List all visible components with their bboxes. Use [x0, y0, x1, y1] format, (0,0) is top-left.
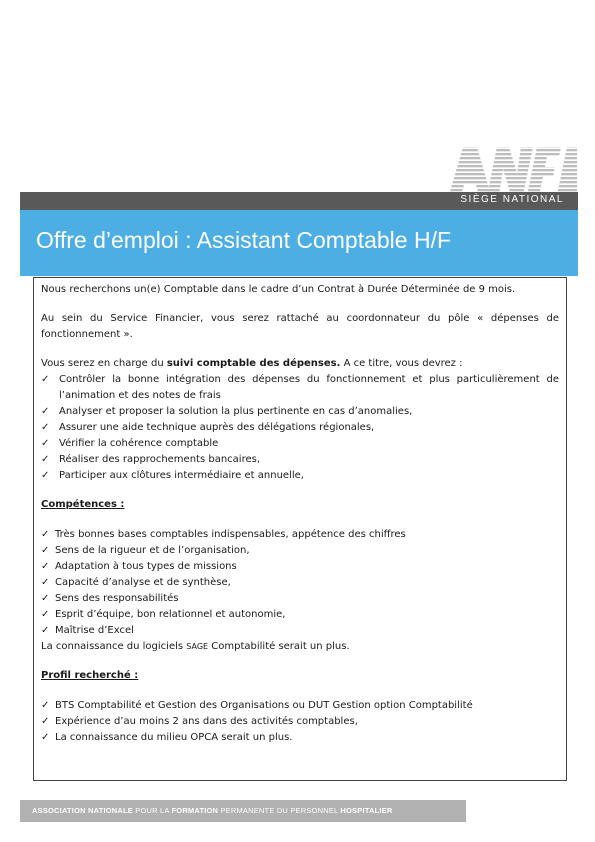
mission-item: ✓ Vérifier la cohérence comptable	[41, 436, 559, 452]
competences-heading: Compétences :	[41, 499, 125, 510]
page-title: Offre d’emploi : Assistant Comptable H/F	[36, 227, 452, 253]
missions-list	[41, 372, 559, 484]
competence-item: ✓ Sens des responsabilités	[41, 591, 559, 607]
checkmark-icon: ✓	[41, 454, 50, 465]
profil-item: ✓ La connaissance du milieu OPCA serait un plus.	[41, 730, 559, 746]
competences-list	[41, 527, 559, 639]
competence-item: ✓ Sens de la rigueur et de l’organisation,	[41, 543, 559, 559]
competence-item: ✓ Adaptation à tous types de missions	[41, 559, 559, 575]
checkmark-icon: ✓	[41, 470, 50, 481]
checkmark-icon: ✓	[41, 529, 50, 540]
section-label: SIÈGE NATIONAL	[460, 194, 564, 205]
checkmark-icon: ✓	[41, 374, 50, 385]
mission-item: ✓ Assurer une aide technique auprès des délégations régionales,	[41, 420, 559, 436]
checkmark-icon: ✓	[41, 700, 50, 711]
intro-text: Nous recherchons un(e) Comptable dans le cadre d’un Contrat à Durée Déterminée de 9 mois.	[41, 284, 516, 295]
checkmark-icon: ✓	[41, 716, 50, 727]
competence-item: ✓ Maîtrise d’Excel	[41, 623, 559, 639]
checkmark-icon: ✓	[41, 609, 50, 620]
profil-heading: Profil recherché :	[41, 670, 139, 681]
checkmark-icon: ✓	[41, 732, 50, 743]
mission-item: ✓ Analyser et proposer la solution la plus pertinente en cas d’anomalies,	[41, 404, 559, 420]
mission-item: ✓ Contrôler la bonne intégration des dépenses du fonctionnement et plus particulièrement de l’animation et des notes de frais	[41, 374, 559, 401]
footer-bar	[20, 800, 466, 822]
checkmark-icon: ✓	[41, 593, 50, 604]
checkmark-icon: ✓	[41, 577, 50, 588]
competence-item: ✓ Capacité d’analyse et de synthèse,	[41, 575, 559, 591]
checkmark-icon: ✓	[41, 545, 50, 556]
charge-text: Vous serez en charge du suivi comptable des dépenses. A ce titre, vous devrez :	[41, 358, 463, 369]
checkmark-icon: ✓	[41, 625, 50, 636]
competence-item: ✓ Esprit d’équipe, bon relationnel et autonomie,	[41, 607, 559, 623]
title-banner	[20, 210, 578, 276]
job-description	[41, 282, 559, 746]
context-text: Au sein du Service Financier, vous serez rattaché au coordonnateur du pôle « dépenses de fonctionnement ».	[41, 313, 559, 340]
header-bar	[20, 192, 578, 210]
charge-highlight: suivi comptable des dépenses.	[166, 358, 341, 369]
mission-item: ✓ Réaliser des rapprochements bancaires,	[41, 452, 559, 468]
profil-list	[41, 698, 559, 746]
sage-text: La connaissance du logiciels SAGE Comptabilité serait un plus.	[41, 641, 350, 652]
checkmark-icon: ✓	[41, 422, 50, 433]
anfh-logo	[449, 145, 577, 195]
checkmark-icon: ✓	[41, 561, 50, 572]
checkmark-icon: ✓	[41, 406, 50, 417]
checkmark-icon: ✓	[41, 438, 50, 449]
competence-item: ✓ Très bonnes bases comptables indispensables, appétence des chiffres	[41, 527, 559, 543]
footer-text: ASSOCIATION NATIONALE POUR LA FORMATION PERMANENTE DU PERSONNEL HOSPITALIER	[32, 806, 393, 815]
mission-item: ✓ Participer aux clôtures intermédiaire et annuelle,	[41, 468, 559, 484]
profil-item: ✓ BTS Comptabilité et Gestion des Organisations ou DUT Gestion option Comptabilité	[41, 698, 559, 714]
profil-item: ✓ Expérience d’au moins 2 ans dans des activités comptables,	[41, 714, 559, 730]
